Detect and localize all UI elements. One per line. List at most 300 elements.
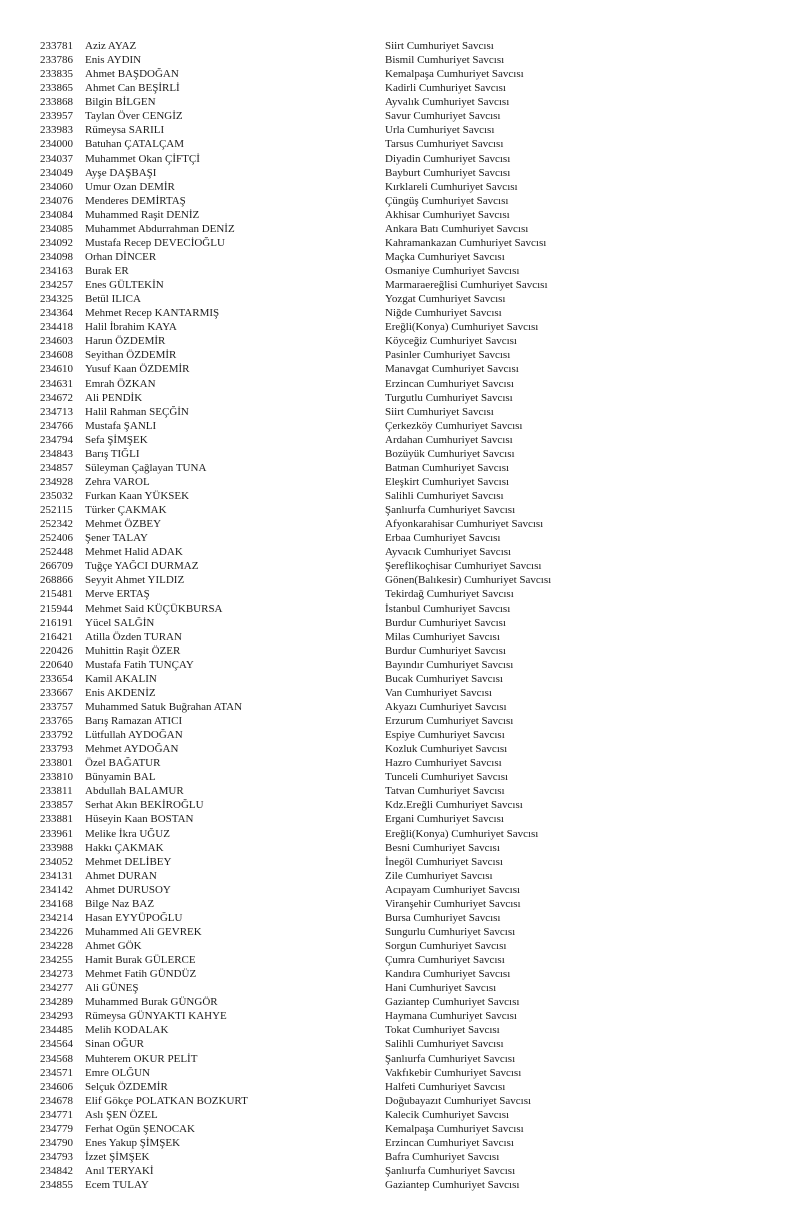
person-name: Ahmet GÖK: [85, 940, 142, 952]
registry-number: 233961: [40, 827, 73, 840]
table-row: [40, 250, 794, 264]
registry-number: 234084: [40, 208, 73, 221]
registry-number: 234257: [40, 279, 73, 292]
table-row: [40, 714, 794, 728]
person-name: Ferhat Ogün ŞENOCAK: [85, 1122, 195, 1135]
registry-number: 234293: [40, 1010, 73, 1023]
person-name: Rümeysa SARILI: [85, 124, 165, 137]
position-title: Espiye Cumhuriyet Savcısı: [385, 729, 505, 742]
table-row: [40, 995, 794, 1009]
position-title: Köyceğiz Cumhuriyet Savcısı: [385, 335, 517, 348]
person-name: Batuhan ÇATALÇAM: [85, 138, 185, 151]
position-title: Bismil Cumhuriyet Savcısı: [385, 54, 505, 67]
position-title: Niğde Cumhuriyet Savcısı: [385, 307, 502, 320]
person-name: Furkan Kaan YÜKSEK: [85, 490, 190, 502]
position-title: Burdur Cumhuriyet Savcısı: [385, 644, 506, 657]
registry-number: 215944: [40, 602, 73, 615]
table-row: [40, 222, 794, 236]
position-title: Savur Cumhuriyet Savcısı: [385, 110, 501, 123]
registry-number: 233881: [40, 813, 73, 826]
position-title: Osmaniye Cumhuriyet Savcısı: [385, 265, 520, 277]
person-name: Ayşe DAŞBAŞI: [85, 166, 157, 179]
table-row: [40, 1066, 794, 1080]
person-name: Zehra VAROL: [85, 475, 150, 488]
position-title: Akhisar Cumhuriyet Savcısı: [385, 208, 510, 221]
table-row: [40, 166, 794, 180]
registry-number: 234606: [40, 1080, 73, 1093]
position-title: Siirt Cumhuriyet Savcısı: [385, 405, 494, 418]
person-name: Yusuf Kaan ÖZDEMİR: [85, 363, 190, 376]
table-row: [40, 630, 794, 644]
registry-number: 233786: [40, 54, 73, 67]
table-row: [40, 391, 794, 405]
table-row: [40, 925, 794, 939]
position-title: Çerkezköy Cumhuriyet Savcısı: [385, 419, 523, 432]
table-row: [40, 1009, 794, 1023]
table-row: [40, 180, 794, 194]
person-name: Muhterem OKUR PELİT: [85, 1052, 198, 1065]
registry-number: 233988: [40, 841, 73, 854]
person-name: Ahmet DURUSOY: [85, 883, 171, 896]
registry-number: 234364: [40, 307, 73, 320]
table-row: [40, 292, 794, 306]
table-row: [40, 1150, 794, 1164]
position-title: Ardahan Cumhuriyet Savcısı: [385, 433, 513, 446]
table-row: [40, 306, 794, 320]
position-title: Hazro Cumhuriyet Savcısı: [385, 757, 502, 770]
table-row: [40, 95, 794, 109]
position-title: Gaziantep Cumhuriyet Savcısı: [385, 1179, 520, 1192]
person-name: Mehmet Recep KANTARMIŞ: [85, 307, 220, 320]
registry-number: 234142: [40, 883, 73, 896]
person-name: Rümeysa GÜNYAKTI KAHYE: [85, 1010, 227, 1023]
position-title: Şereflikoçhisar Cumhuriyet Savcısı: [385, 560, 542, 573]
person-name: Kamil AKALIN: [85, 672, 157, 685]
person-name: Yücel SALĞİN: [85, 616, 155, 629]
registry-number: 234713: [40, 405, 73, 418]
registry-number: 233654: [40, 672, 73, 685]
person-name: Mehmet ÖZBEY: [85, 518, 162, 531]
person-name: Enis AKDENİZ: [85, 686, 156, 699]
table-row: [40, 1037, 794, 1051]
table-row: [40, 672, 794, 686]
position-title: Şanlıurfa Cumhuriyet Savcısı: [385, 504, 516, 517]
position-title: Urla Cumhuriyet Savcısı: [385, 124, 495, 137]
position-title: Siirt Cumhuriyet Savcısı: [385, 40, 494, 52]
registry-number: 234085: [40, 222, 73, 235]
person-name: Aziz AYAZ: [85, 40, 137, 52]
position-title: Tekirdağ Cumhuriyet Savcısı: [385, 588, 514, 601]
table-row: [40, 939, 794, 953]
position-title: Kandıra Cumhuriyet Savcısı: [385, 968, 511, 981]
person-name: Abdullah BALAMUR: [85, 785, 184, 798]
position-title: Tatvan Cumhuriyet Savcısı: [385, 785, 505, 798]
table-row: [40, 152, 794, 166]
table-row: [40, 869, 794, 883]
position-title: Kemalpaşa Cumhuriyet Savcısı: [385, 1122, 524, 1135]
registry-number: 234168: [40, 897, 73, 910]
position-title: Van Cumhuriyet Savcısı: [385, 686, 492, 699]
registry-number: 234771: [40, 1108, 73, 1121]
person-name: Sinan OĞUR: [85, 1038, 144, 1051]
position-title: Bayburt Cumhuriyet Savcısı: [385, 166, 511, 179]
table-row: [40, 53, 794, 67]
table-row: [40, 517, 794, 531]
registry-number: 234568: [40, 1052, 73, 1065]
position-title: Sorgun Cumhuriyet Savcısı: [385, 940, 507, 952]
table-row: [40, 545, 794, 559]
registry-number: 233957: [40, 110, 73, 123]
person-name: Melike İkra UĞUZ: [85, 827, 170, 840]
person-name: Enes GÜLTEKİN: [85, 279, 164, 292]
registry-number: 233667: [40, 686, 73, 699]
table-row: [40, 1023, 794, 1037]
table-row: [40, 812, 794, 826]
person-name: Muhammed Satuk Buğrahan ATAN: [85, 700, 243, 713]
person-name: Mehmet Halid ADAK: [85, 546, 183, 559]
person-name: Aslı ŞEN ÖZEL: [85, 1108, 158, 1121]
position-title: Tarsus Cumhuriyet Savcısı: [385, 138, 504, 151]
position-title: Ankara Batı Cumhuriyet Savcısı: [385, 222, 529, 235]
person-name: Hasan EYYÜPOĞLU: [85, 911, 183, 924]
position-title: Diyadin Cumhuriyet Savcısı: [385, 152, 511, 165]
table-row: [40, 911, 794, 925]
person-name: Muhammed Burak GÜNGÖR: [85, 996, 218, 1009]
position-title: Gaziantep Cumhuriyet Savcısı: [385, 996, 520, 1009]
position-title: Turgutlu Cumhuriyet Savcısı: [385, 391, 513, 404]
registry-number: 234325: [40, 293, 73, 306]
position-title: Kozluk Cumhuriyet Savcısı: [385, 743, 508, 756]
table-row: [40, 67, 794, 81]
person-name: Tuğçe YAĞCI DURMAZ: [85, 560, 199, 573]
position-title: Sungurlu Cumhuriyet Savcısı: [385, 925, 516, 938]
table-row: [40, 573, 794, 587]
table-row: [40, 236, 794, 250]
registry-number: 220640: [40, 658, 73, 671]
person-name: Melih KODALAK: [85, 1024, 169, 1037]
table-row: [40, 798, 794, 812]
registry-number: 252448: [40, 546, 73, 559]
position-title: Erzurum Cumhuriyet Savcısı: [385, 715, 514, 727]
person-name: Muhammed Raşit DENİZ: [85, 208, 200, 221]
position-title: Doğubayazıt Cumhuriyet Savcısı: [385, 1094, 532, 1107]
registry-number: 234228: [40, 940, 73, 952]
table-row: [40, 784, 794, 798]
table-row: [40, 700, 794, 714]
registry-number: 234928: [40, 475, 73, 488]
registry-number: 252406: [40, 532, 73, 545]
position-title: Acıpayam Cumhuriyet Savcısı: [385, 883, 521, 896]
person-name: Halil Rahman SEÇĞİN: [85, 405, 189, 418]
registry-number: 234857: [40, 461, 73, 474]
person-name: Halil İbrahim KAYA: [85, 321, 177, 334]
table-row: [40, 1136, 794, 1150]
table-row: [40, 109, 794, 123]
table-row: [40, 264, 794, 278]
registry-number: 233793: [40, 743, 73, 756]
position-title: Besni Cumhuriyet Savcısı: [385, 841, 500, 854]
person-name: Muhammet Okan ÇİFTÇİ: [85, 152, 200, 165]
table-row: [40, 728, 794, 742]
position-title: Ayvacık Cumhuriyet Savcısı: [385, 546, 512, 559]
person-name: Emrah ÖZKAN: [85, 377, 156, 390]
table-row: [40, 756, 794, 770]
position-title: Kemalpaşa Cumhuriyet Savcısı: [385, 68, 524, 81]
table-row: [40, 1094, 794, 1108]
position-title: Gönen(Balıkesir) Cumhuriyet Savcısı: [385, 574, 552, 587]
person-name: Harun ÖZDEMİR: [85, 335, 166, 348]
table-row: [40, 967, 794, 981]
position-title: Ayvalık Cumhuriyet Savcısı: [385, 96, 510, 109]
position-title: Kalecik Cumhuriyet Savcısı: [385, 1108, 510, 1121]
person-name: Özel BAĞATUR: [85, 757, 161, 770]
table-row: [40, 447, 794, 461]
table-row: [40, 123, 794, 137]
person-name: Anıl TERYAKİ: [85, 1165, 154, 1177]
person-name: Serhat Akın BEKİROĞLU: [85, 799, 204, 812]
registry-number: 233983: [40, 124, 73, 137]
person-name: Orhan DİNCER: [85, 250, 157, 263]
person-name: Barış TIĞLI: [85, 447, 140, 460]
position-title: Salihli Cumhuriyet Savcısı: [385, 1038, 504, 1051]
registry-number: 233801: [40, 757, 73, 770]
registry-number: 234843: [40, 447, 73, 460]
registry-number: 233835: [40, 68, 73, 81]
table-row: [40, 503, 794, 517]
position-title: Salihli Cumhuriyet Savcısı: [385, 490, 504, 502]
registry-number: 233868: [40, 96, 73, 109]
position-title: Pasinler Cumhuriyet Savcısı: [385, 349, 511, 362]
registry-number: 234226: [40, 925, 73, 938]
registry-number: 234678: [40, 1094, 73, 1107]
person-name: Selçuk ÖZDEMİR: [85, 1080, 168, 1093]
table-row: [40, 841, 794, 855]
registry-number: 234418: [40, 321, 73, 334]
table-row: [40, 658, 794, 672]
registry-number: 234793: [40, 1150, 73, 1163]
registry-number: 216421: [40, 630, 73, 643]
person-name: Şener TALAY: [85, 532, 148, 545]
registry-number: 234000: [40, 138, 73, 151]
table-row: [40, 1052, 794, 1066]
person-name: Muhittin Raşit ÖZER: [85, 644, 181, 657]
position-title: Batman Cumhuriyet Savcısı: [385, 461, 510, 474]
person-name: Ecem TULAY: [85, 1179, 149, 1192]
position-title: Bursa Cumhuriyet Savcısı: [385, 911, 501, 924]
person-name: Lütfullah AYDOĞAN: [85, 729, 183, 742]
registry-number: 234098: [40, 250, 73, 263]
table-row: [40, 953, 794, 967]
registry-number: 234790: [40, 1136, 73, 1149]
registry-number: 234855: [40, 1179, 73, 1192]
person-name: Mehmet Fatih GÜNDÜZ: [85, 968, 197, 981]
person-name: Seyithan ÖZDEMİR: [85, 349, 177, 362]
registry-number: 234052: [40, 855, 73, 868]
position-title: Hani Cumhuriyet Savcısı: [385, 982, 497, 995]
table-row: [40, 1178, 794, 1192]
table-row: [40, 461, 794, 475]
table-row: [40, 475, 794, 489]
table-row: [40, 320, 794, 334]
position-title: Bozüyük Cumhuriyet Savcısı: [385, 447, 515, 460]
position-title: Şanlıurfa Cumhuriyet Savcısı: [385, 1052, 516, 1065]
person-name: Burak ER: [85, 265, 129, 277]
registry-number: 268866: [40, 574, 73, 587]
registry-number: 234603: [40, 335, 73, 348]
table-row: [40, 81, 794, 95]
position-title: Akyazı Cumhuriyet Savcısı: [385, 700, 507, 713]
position-title: Eleşkirt Cumhuriyet Savcısı: [385, 475, 510, 488]
registry-number: 234255: [40, 954, 73, 967]
table-row: [40, 897, 794, 911]
table-row: [40, 742, 794, 756]
position-title: Kahramankazan Cumhuriyet Savcısı: [385, 236, 547, 249]
position-title: İstanbul Cumhuriyet Savcısı: [385, 602, 511, 615]
position-title: Kadirli Cumhuriyet Savcısı: [385, 82, 506, 95]
person-name: Merve ERTAŞ: [85, 588, 150, 601]
person-name: Ali PENDİK: [85, 391, 143, 404]
person-name: Mustafa ŞANLI: [85, 419, 157, 432]
registry-number: 266709: [40, 560, 73, 573]
table-row: [40, 616, 794, 630]
person-name: Enis AYDIN: [85, 54, 142, 67]
table-row: [40, 1108, 794, 1122]
position-title: Kdz.Ereğli Cumhuriyet Savcısı: [385, 799, 523, 812]
registry-number: 233865: [40, 82, 73, 95]
table-row: [40, 208, 794, 222]
registry-number: 252342: [40, 518, 73, 531]
table-row: [40, 1080, 794, 1094]
position-title: Milas Cumhuriyet Savcısı: [385, 630, 500, 643]
table-row: [40, 39, 794, 53]
registry-number: 220426: [40, 644, 73, 657]
table-row: [40, 419, 794, 433]
person-name: Menderes DEMİRTAŞ: [85, 194, 186, 207]
person-name: İzzet ŞİMŞEK: [85, 1150, 150, 1163]
registry-number: 234273: [40, 968, 73, 981]
registry-number: 234049: [40, 166, 73, 179]
registry-number: 234571: [40, 1066, 73, 1079]
table-row: [40, 1122, 794, 1136]
position-title: Tokat Cumhuriyet Savcısı: [385, 1024, 500, 1037]
position-title: Tunceli Cumhuriyet Savcısı: [385, 771, 509, 784]
position-title: Ereğli(Konya) Cumhuriyet Savcısı: [385, 827, 539, 840]
registry-number: 234076: [40, 194, 73, 207]
position-title: Viranşehir Cumhuriyet Savcısı: [385, 897, 521, 910]
table-row: [40, 981, 794, 995]
position-title: Bucak Cumhuriyet Savcısı: [385, 672, 503, 685]
position-title: Manavgat Cumhuriyet Savcısı: [385, 363, 519, 376]
position-title: Afyonkarahisar Cumhuriyet Savcısı: [385, 518, 544, 531]
person-name: Mustafa Recep DEVECİOĞLU: [85, 236, 225, 249]
person-name: Türker ÇAKMAK: [85, 504, 167, 517]
registry-number: 234608: [40, 349, 73, 362]
person-name: Bünyamin BAL: [85, 771, 156, 784]
registry-number: 234610: [40, 363, 73, 376]
table-row: [40, 770, 794, 784]
registry-number: 234289: [40, 996, 73, 1009]
registry-number: 234672: [40, 391, 73, 404]
registry-number: 234277: [40, 982, 73, 995]
registry-number: 233792: [40, 729, 73, 742]
person-name: Muhammed Ali GEVREK: [85, 925, 202, 938]
table-row: [40, 827, 794, 841]
person-name: Mehmet Said KÜÇÜKBURSA: [85, 602, 223, 615]
person-name: Süleyman Çağlayan TUNA: [85, 461, 207, 474]
position-title: Bayındır Cumhuriyet Savcısı: [385, 658, 514, 671]
position-title: Yozgat Cumhuriyet Savcısı: [385, 293, 506, 306]
person-name: Hamit Burak GÜLERCE: [85, 954, 196, 967]
position-title: Burdur Cumhuriyet Savcısı: [385, 616, 506, 629]
person-name: Betül ILICA: [85, 293, 141, 306]
person-name: Bilgin BİLGEN: [85, 96, 156, 109]
registry-number: 233811: [40, 785, 73, 798]
registry-number: 234842: [40, 1165, 73, 1177]
registry-number: 234037: [40, 152, 73, 165]
table-row: [40, 377, 794, 391]
table-row: [40, 334, 794, 348]
table-row: [40, 602, 794, 616]
registry-number: 234794: [40, 433, 73, 446]
registry-number: 234779: [40, 1122, 73, 1135]
position-title: Kırklareli Cumhuriyet Savcısı: [385, 180, 518, 193]
table-row: [40, 348, 794, 362]
table-row: [40, 883, 794, 897]
position-title: Haymana Cumhuriyet Savcısı: [385, 1010, 517, 1023]
registry-number: 234564: [40, 1038, 73, 1051]
position-title: Erbaa Cumhuriyet Savcısı: [385, 532, 501, 545]
table-row: [40, 194, 794, 208]
person-name: Barış Ramazan ATICI: [85, 715, 183, 727]
registry-number: 234131: [40, 869, 73, 882]
registry-number: 252115: [40, 504, 73, 517]
person-name: Ahmet DURAN: [85, 869, 157, 882]
prosecutor-list: [40, 39, 794, 1192]
table-row: [40, 405, 794, 419]
person-name: Mehmet AYDOĞAN: [85, 743, 179, 756]
registry-number: 216191: [40, 616, 73, 629]
position-title: Erzincan Cumhuriyet Savcısı: [385, 377, 514, 390]
person-name: Sefa ŞİMŞEK: [85, 433, 148, 446]
table-row: [40, 489, 794, 503]
table-row: [40, 137, 794, 151]
registry-number: 233857: [40, 799, 73, 812]
position-title: Maçka Cumhuriyet Savcısı: [385, 250, 505, 263]
table-row: [40, 278, 794, 292]
person-name: Enes Yakup ŞİMŞEK: [85, 1136, 181, 1149]
position-title: Bafra Cumhuriyet Savcısı: [385, 1150, 500, 1163]
table-row: [40, 362, 794, 376]
registry-number: 234163: [40, 265, 73, 277]
registry-number: 233781: [40, 40, 73, 52]
person-name: Muhammet Abdurrahman DENİZ: [85, 222, 235, 235]
position-title: Ergani Cumhuriyet Savcısı: [385, 813, 504, 826]
registry-number: 233810: [40, 771, 73, 784]
person-name: Mehmet DELİBEY: [85, 855, 172, 868]
registry-number: 234214: [40, 911, 73, 924]
position-title: İnegöl Cumhuriyet Savcısı: [385, 855, 503, 868]
person-name: Mustafa Fatih TUNÇAY: [85, 658, 194, 671]
position-title: Şanlıurfa Cumhuriyet Savcısı: [385, 1165, 516, 1177]
position-title: Halfeti Cumhuriyet Savcısı: [385, 1080, 506, 1093]
registry-number: 234092: [40, 236, 73, 249]
position-title: Çumra Cumhuriyet Savcısı: [385, 954, 505, 967]
position-title: Zile Cumhuriyet Savcısı: [385, 869, 493, 882]
position-title: Çüngüş Cumhuriyet Savcısı: [385, 194, 509, 207]
person-name: Seyyit Ahmet YILDIZ: [85, 574, 185, 587]
registry-number: 233765: [40, 715, 73, 727]
table-row: [40, 686, 794, 700]
